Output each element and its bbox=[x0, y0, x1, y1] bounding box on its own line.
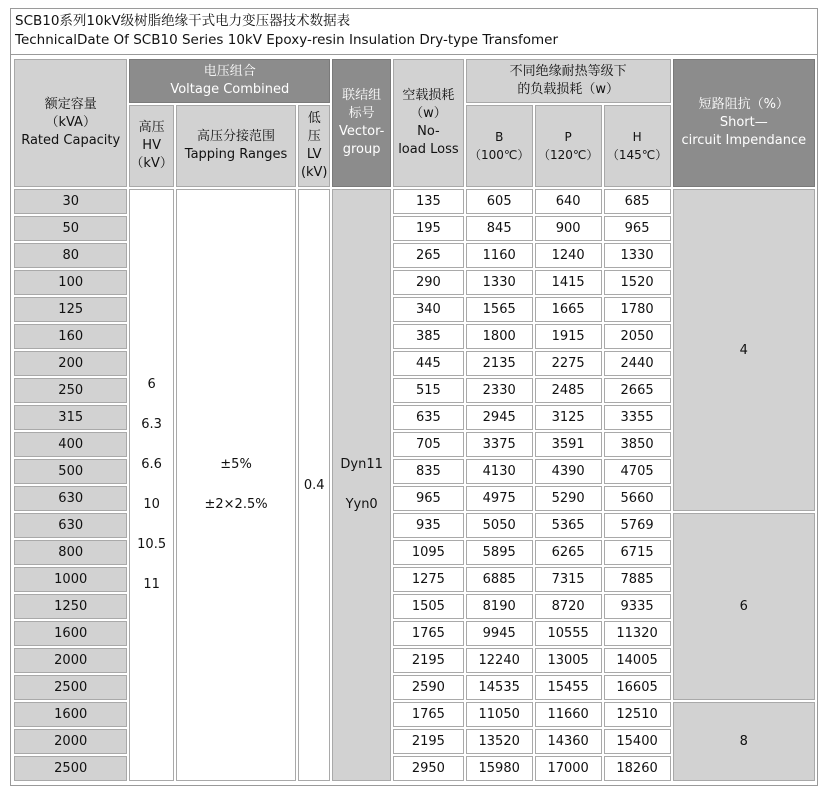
noload-cell: 635 bbox=[393, 405, 464, 430]
capacity-cell: 630 bbox=[14, 513, 127, 538]
title-chinese: SCB10系列10kV级树脂绝缘干式电力变压器技术数据表 bbox=[15, 13, 351, 29]
load-h-cell: 4705 bbox=[604, 459, 671, 484]
load-h-cell: 7885 bbox=[604, 567, 671, 592]
impedance-cell-6: 6 bbox=[673, 513, 815, 700]
load-p-cell: 15455 bbox=[535, 675, 602, 700]
load-p-cell: 10555 bbox=[535, 621, 602, 646]
load-p-cell: 3591 bbox=[535, 432, 602, 457]
load-b-cell: 605 bbox=[466, 189, 533, 214]
load-b-cell: 2135 bbox=[466, 351, 533, 376]
noload-cell: 935 bbox=[393, 513, 464, 538]
capacity-cell: 315 bbox=[14, 405, 127, 430]
load-b-cell: 5895 bbox=[466, 540, 533, 565]
load-b-cell: 1800 bbox=[466, 324, 533, 349]
load-b-cell: 2330 bbox=[466, 378, 533, 403]
tapping-value: ±5% bbox=[220, 457, 252, 472]
load-h-cell: 2050 bbox=[604, 324, 671, 349]
capacity-cell: 50 bbox=[14, 216, 127, 241]
vector-value: Yyn0 bbox=[345, 497, 378, 512]
load-h-cell: 685 bbox=[604, 189, 671, 214]
noload-cell: 2950 bbox=[393, 756, 464, 781]
noload-cell: 385 bbox=[393, 324, 464, 349]
capacity-cell: 630 bbox=[14, 486, 127, 511]
hv-value: 6.6 bbox=[141, 457, 162, 472]
vector-group-cell bbox=[332, 189, 391, 781]
load-h-cell: 12510 bbox=[604, 702, 671, 727]
tapping-cell bbox=[176, 189, 296, 781]
load-p-cell: 4390 bbox=[535, 459, 602, 484]
noload-cell: 2195 bbox=[393, 648, 464, 673]
capacity-cell: 1000 bbox=[14, 567, 127, 592]
header-p: P （120℃） bbox=[535, 105, 602, 187]
hv-value: 6 bbox=[147, 377, 156, 392]
hv-value: 10.5 bbox=[137, 537, 167, 552]
capacity-cell: 1600 bbox=[14, 621, 127, 646]
load-h-cell: 14005 bbox=[604, 648, 671, 673]
header-hv: 高压 HV （kV） bbox=[129, 105, 173, 187]
load-b-cell: 4130 bbox=[466, 459, 533, 484]
load-p-cell: 17000 bbox=[535, 756, 602, 781]
load-b-cell: 1330 bbox=[466, 270, 533, 295]
noload-cell: 965 bbox=[393, 486, 464, 511]
capacity-cell: 250 bbox=[14, 378, 127, 403]
impedance-cell-4: 4 bbox=[673, 189, 815, 511]
load-p-cell: 2275 bbox=[535, 351, 602, 376]
load-b-cell: 14535 bbox=[466, 675, 533, 700]
header-b: B （100℃） bbox=[466, 105, 533, 187]
noload-cell: 265 bbox=[393, 243, 464, 268]
load-h-cell: 5660 bbox=[604, 486, 671, 511]
noload-cell: 2195 bbox=[393, 729, 464, 754]
datasheet-frame bbox=[10, 8, 818, 786]
capacity-cell: 30 bbox=[14, 189, 127, 214]
load-p-cell: 6265 bbox=[535, 540, 602, 565]
capacity-cell: 160 bbox=[14, 324, 127, 349]
load-b-cell: 8190 bbox=[466, 594, 533, 619]
noload-cell: 135 bbox=[393, 189, 464, 214]
load-b-cell: 12240 bbox=[466, 648, 533, 673]
load-p-cell: 13005 bbox=[535, 648, 602, 673]
hv-value: 10 bbox=[143, 497, 160, 512]
load-h-cell: 6715 bbox=[604, 540, 671, 565]
hv-value: 11 bbox=[143, 577, 160, 592]
title-english: TechnicalDate Of SCB10 Series 10kV Epoxy-resin Insulation Dry-type Transfomer bbox=[15, 32, 559, 48]
header-tapping: 高压分接范围 Tapping Ranges bbox=[176, 105, 296, 187]
load-h-cell: 5769 bbox=[604, 513, 671, 538]
noload-cell: 195 bbox=[393, 216, 464, 241]
load-p-cell: 8720 bbox=[535, 594, 602, 619]
load-p-cell: 11660 bbox=[535, 702, 602, 727]
load-p-cell: 1240 bbox=[535, 243, 602, 268]
load-p-cell: 14360 bbox=[535, 729, 602, 754]
load-p-cell: 7315 bbox=[535, 567, 602, 592]
noload-cell: 1095 bbox=[393, 540, 464, 565]
hv-values-cell bbox=[129, 189, 173, 781]
load-h-cell: 18260 bbox=[604, 756, 671, 781]
header-impedance: 短路阻抗（%） Short— circuit Impendance bbox=[673, 59, 815, 187]
load-h-cell: 15400 bbox=[604, 729, 671, 754]
load-b-cell: 5050 bbox=[466, 513, 533, 538]
capacity-cell: 800 bbox=[14, 540, 127, 565]
hv-value: 6.3 bbox=[141, 417, 162, 432]
load-b-cell: 6885 bbox=[466, 567, 533, 592]
capacity-cell: 500 bbox=[14, 459, 127, 484]
capacity-cell: 2000 bbox=[14, 648, 127, 673]
tapping-value: ±2×2.5% bbox=[204, 497, 268, 512]
lv-value-cell: 0.4 bbox=[298, 189, 330, 781]
capacity-cell: 2500 bbox=[14, 756, 127, 781]
capacity-cell: 2500 bbox=[14, 675, 127, 700]
load-h-cell: 2665 bbox=[604, 378, 671, 403]
capacity-cell: 1250 bbox=[14, 594, 127, 619]
capacity-cell: 200 bbox=[14, 351, 127, 376]
load-b-cell: 11050 bbox=[466, 702, 533, 727]
load-h-cell: 9335 bbox=[604, 594, 671, 619]
header-noload-loss: 空载损耗 （w） No- load Loss bbox=[393, 59, 464, 187]
load-h-cell: 1780 bbox=[604, 297, 671, 322]
load-h-cell: 3850 bbox=[604, 432, 671, 457]
load-p-cell: 2485 bbox=[535, 378, 602, 403]
capacity-cell: 2000 bbox=[14, 729, 127, 754]
load-b-cell: 4975 bbox=[466, 486, 533, 511]
load-h-cell: 965 bbox=[604, 216, 671, 241]
noload-cell: 445 bbox=[393, 351, 464, 376]
capacity-cell: 100 bbox=[14, 270, 127, 295]
noload-cell: 515 bbox=[393, 378, 464, 403]
noload-cell: 340 bbox=[393, 297, 464, 322]
table-row bbox=[14, 189, 815, 214]
header-load-loss: 不同绝缘耐热等级下 的负载损耗（w） bbox=[466, 59, 671, 103]
noload-cell: 290 bbox=[393, 270, 464, 295]
header-voltage-combined: 电压组合 Voltage Combined bbox=[129, 59, 330, 103]
load-h-cell: 1520 bbox=[604, 270, 671, 295]
load-p-cell: 1915 bbox=[535, 324, 602, 349]
header-vector-group: 联结组 标号 Vector- group bbox=[332, 59, 391, 187]
header-lv: 低 压 LV (kV) bbox=[298, 105, 330, 187]
load-b-cell: 3375 bbox=[466, 432, 533, 457]
load-b-cell: 9945 bbox=[466, 621, 533, 646]
load-h-cell: 16605 bbox=[604, 675, 671, 700]
load-p-cell: 5290 bbox=[535, 486, 602, 511]
load-h-cell: 11320 bbox=[604, 621, 671, 646]
noload-cell: 1275 bbox=[393, 567, 464, 592]
load-b-cell: 2945 bbox=[466, 405, 533, 430]
load-b-cell: 1160 bbox=[466, 243, 533, 268]
noload-cell: 1765 bbox=[393, 702, 464, 727]
spec-table-body bbox=[14, 59, 815, 781]
noload-cell: 1505 bbox=[393, 594, 464, 619]
load-p-cell: 3125 bbox=[535, 405, 602, 430]
vector-value: Dyn11 bbox=[340, 457, 383, 472]
noload-cell: 835 bbox=[393, 459, 464, 484]
load-p-cell: 1665 bbox=[535, 297, 602, 322]
header-capacity: 额定容量 （kVA） Rated Capacity bbox=[14, 59, 127, 187]
load-p-cell: 900 bbox=[535, 216, 602, 241]
title-block bbox=[11, 9, 817, 55]
capacity-cell: 400 bbox=[14, 432, 127, 457]
load-h-cell: 1330 bbox=[604, 243, 671, 268]
load-b-cell: 845 bbox=[466, 216, 533, 241]
load-b-cell: 13520 bbox=[466, 729, 533, 754]
noload-cell: 2590 bbox=[393, 675, 464, 700]
noload-cell: 705 bbox=[393, 432, 464, 457]
load-p-cell: 5365 bbox=[535, 513, 602, 538]
spec-table bbox=[12, 57, 817, 783]
impedance-cell-8: 8 bbox=[673, 702, 815, 781]
load-p-cell: 640 bbox=[535, 189, 602, 214]
load-b-cell: 1565 bbox=[466, 297, 533, 322]
capacity-cell: 125 bbox=[14, 297, 127, 322]
load-h-cell: 3355 bbox=[604, 405, 671, 430]
header-h: H （145℃） bbox=[604, 105, 671, 187]
capacity-cell: 80 bbox=[14, 243, 127, 268]
capacity-cell: 1600 bbox=[14, 702, 127, 727]
load-h-cell: 2440 bbox=[604, 351, 671, 376]
load-p-cell: 1415 bbox=[535, 270, 602, 295]
load-b-cell: 15980 bbox=[466, 756, 533, 781]
noload-cell: 1765 bbox=[393, 621, 464, 646]
